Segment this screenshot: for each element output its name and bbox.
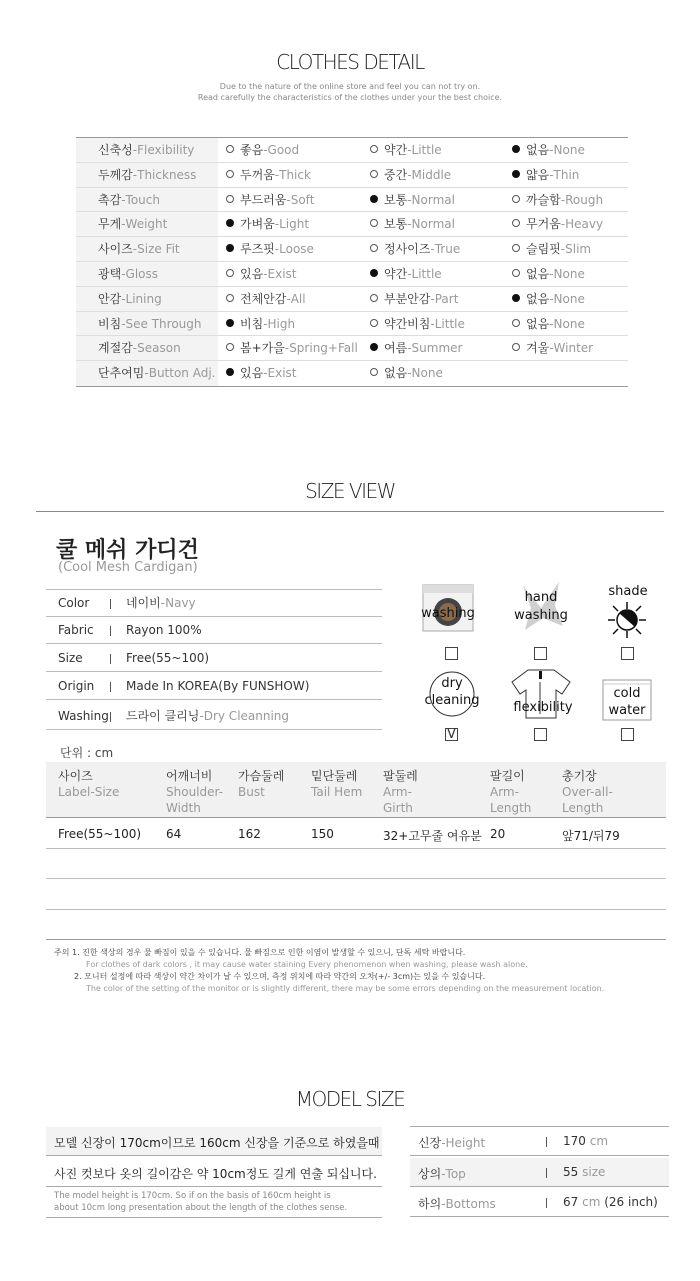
filled-radio-icon: [370, 195, 378, 203]
empty-radio-icon: [226, 170, 234, 178]
model-row-value: 67 cm (26 inch): [563, 1195, 658, 1209]
model-row-separator: [546, 1137, 547, 1147]
detail-option: 있음-Exist: [226, 361, 297, 385]
detail-row-label: 촉감-Touch: [76, 188, 218, 212]
model-desc-1-row: [46, 1127, 382, 1156]
prop-value: Free(55~100): [126, 651, 210, 665]
product-name-en: (Cool Mesh Cardigan): [58, 560, 198, 575]
unit-label: 단위 : cm: [60, 746, 114, 760]
clothes-detail-subtitle-1: Due to the nature of the online store and feel you can not try on.: [219, 82, 481, 91]
prop-label: Color: [58, 596, 90, 610]
detail-row-label: 무게-Weight: [76, 212, 218, 236]
water-label: water: [608, 703, 646, 718]
shade-sun-icon: [606, 600, 648, 640]
empty-radio-icon: [512, 343, 520, 351]
clothes-detail-title: CLOTHES DETAIL: [276, 50, 424, 74]
detail-option: 슬림핏-Slim: [512, 237, 591, 261]
detail-row: [76, 212, 628, 237]
size-view-divider: [36, 511, 664, 512]
size-cell: 64: [166, 827, 182, 841]
prop-separator: [110, 626, 111, 636]
empty-radio-icon: [226, 294, 234, 302]
detail-row: [76, 312, 628, 337]
size-header-cell: 팔둘레 Arm- Girth: [383, 769, 418, 815]
detail-row: [76, 287, 628, 312]
detail-row: [76, 138, 628, 163]
size-table-header: [46, 762, 666, 818]
detail-option: 부분안감-Part: [370, 287, 458, 311]
size-table-row: [46, 819, 666, 849]
filled-radio-icon: [226, 244, 234, 252]
hand-wash-icon: [515, 578, 567, 634]
model-size-title: MODEL SIZE: [295, 1087, 405, 1111]
size-table-row-empty-3: [46, 910, 666, 940]
model-row-separator: [546, 1198, 547, 1208]
size-table-row-empty-2: [46, 880, 666, 910]
size-header-cell: 밑단둘레 Tail Hem: [311, 769, 363, 799]
empty-radio-icon: [370, 319, 378, 327]
detail-row-label: 사이즈-Size Fit: [76, 237, 218, 261]
cold-water-checkbox[interactable]: [621, 728, 634, 741]
detail-option: 얇음-Thin: [512, 163, 579, 187]
detail-option: 두꺼움-Thick: [226, 163, 311, 187]
detail-row-label: 단추여밈-Button Adj.: [76, 361, 218, 386]
hand-label: hand: [524, 590, 558, 605]
model-row-label: 상의-Top: [418, 1167, 466, 1181]
detail-option: 여름-Summer: [370, 336, 462, 360]
note-1-kr: 주의 1. 진한 색상의 경우 물 빠짐이 있을 수 있습니다. 물 빠짐으로 인한 이염이 발생할 수 있으니, 단독 세탁 바랍니다.: [54, 948, 466, 957]
empty-radio-icon: [226, 343, 234, 351]
filled-radio-icon: [370, 269, 378, 277]
detail-option: 없음-None: [512, 138, 585, 162]
empty-radio-icon: [512, 319, 520, 327]
detail-row-label: 광택-Gloss: [76, 262, 218, 286]
filled-radio-icon: [226, 368, 234, 376]
detail-row: [76, 163, 628, 188]
model-size-row: [410, 1188, 669, 1217]
filled-radio-icon: [226, 219, 234, 227]
shade-checkbox[interactable]: [621, 647, 634, 660]
empty-radio-icon: [226, 145, 234, 153]
detail-option: 없음-None: [370, 361, 443, 385]
hand-washing-label: washing: [514, 608, 568, 623]
note-2-kr: 2. 모니터 설정에 따라 색상이 약간 차이가 날 수 있으며, 측정 위치에 따라 약간의 오차(+/- 3cm)는 있을 수 있습니다.: [74, 972, 486, 981]
detail-option: 부드러움-Soft: [226, 188, 314, 212]
size-cell: 32+고무줄 여유분: [383, 829, 482, 843]
prop-value: 네이비-Navy: [126, 596, 196, 610]
detail-option: 보통-Normal: [370, 188, 455, 212]
prop-label: Size: [58, 651, 83, 665]
empty-radio-icon: [226, 195, 234, 203]
detail-option: 있음-Exist: [226, 262, 297, 286]
size-cell: 150: [311, 827, 334, 841]
model-desc-bottom-line: [46, 1217, 382, 1218]
shade-label: shade: [608, 584, 648, 599]
detail-row: [76, 237, 628, 262]
size-cell: Free(55~100): [58, 827, 142, 841]
model-row-separator: [546, 1168, 547, 1178]
detail-row: [76, 361, 628, 386]
empty-radio-icon: [370, 219, 378, 227]
clothes-detail-subtitle-2: Read carefully the characteristics of the clothes under your the best choice.: [197, 93, 503, 102]
model-row-label: 신장-Height: [418, 1136, 486, 1150]
model-desc-1: 모델 신장이 170cm이므로 160cm 신장을 기준으로 하였을때: [54, 1136, 380, 1150]
product-prop-row: [46, 703, 382, 730]
cleaning-label: cleaning: [424, 693, 480, 708]
prop-separator: [110, 654, 111, 664]
product-prop-row: [46, 590, 382, 617]
cold-label: cold: [613, 686, 641, 701]
detail-row-label: 계절감-Season: [76, 336, 218, 360]
size-cell: 20: [490, 827, 506, 841]
size-header-cell: 가슴둘레 Bust: [238, 769, 285, 799]
empty-radio-icon: [226, 269, 234, 277]
prop-label: Origin: [58, 679, 95, 693]
detail-row: [76, 336, 628, 361]
detail-option: 까슬함-Rough: [512, 188, 603, 212]
detail-option: 없음-None: [512, 287, 585, 311]
product-name-kr: 쿨 메쉬 가디건: [56, 538, 199, 563]
size-cell: 162: [238, 827, 261, 841]
size-header-cell: 사이즈 Label-Size: [58, 769, 120, 799]
prop-value: Made In KOREA(By FUNSHOW): [126, 679, 310, 693]
prop-separator: [110, 712, 111, 722]
size-cell: 앞71/뒤79: [562, 829, 620, 843]
detail-row-label: 안감-Lining: [76, 287, 218, 311]
filled-radio-icon: [512, 170, 520, 178]
detail-row-label: 비침-See Through: [76, 312, 218, 336]
detail-option: 보통-Normal: [370, 212, 455, 236]
detail-option: 정사이즈-True: [370, 237, 460, 261]
detail-option: 약간비침-Little: [370, 312, 465, 336]
flexibility-checkbox[interactable]: [534, 728, 547, 741]
prop-label: Washing: [58, 709, 109, 723]
size-header-cell: 총기장 Over-all- Length: [562, 769, 613, 815]
detail-option: 무거움-Heavy: [512, 212, 603, 236]
hand-washing-checkbox[interactable]: [534, 647, 547, 660]
model-desc-2: 사진 컷보다 옷의 길이감은 약 10cm정도 길게 연출 되십니다.: [54, 1167, 377, 1181]
model-row-label: 하의-Bottoms: [418, 1197, 496, 1211]
empty-radio-icon: [512, 244, 520, 252]
empty-radio-icon: [512, 269, 520, 277]
empty-radio-icon: [370, 244, 378, 252]
washing-checkbox[interactable]: [445, 647, 458, 660]
washing-label: washing: [421, 606, 475, 621]
detail-option: 비침-High: [226, 312, 295, 336]
dry-cleaning-checkbox[interactable]: V: [445, 728, 458, 741]
model-size-row: [410, 1158, 669, 1187]
model-desc-2-row: [46, 1158, 382, 1187]
detail-option: 전체안감-All: [226, 287, 306, 311]
model-desc-en-2: about 10cm long presentation about the length of the clothes sense.: [54, 1203, 348, 1213]
flexibility-label: flexibility: [513, 700, 573, 715]
note-1-en: For clothes of dark colors , it may cause water staining Every phenomenon when washing, please wash alone.: [86, 960, 528, 969]
note-2-en: The color of the setting of the monitor or is slightly different, there may be some errors depending on the measurement location.: [86, 984, 605, 993]
model-row-value: 55 size: [563, 1165, 606, 1179]
detail-option: 가벼움-Light: [226, 212, 309, 236]
detail-row-label: 두께감-Thickness: [76, 163, 218, 187]
empty-radio-icon: [370, 170, 378, 178]
product-prop-row: [46, 673, 382, 700]
size-header-cell: 어깨너비 Shoulder- Width: [166, 769, 223, 815]
size-header-cell: 팔길이 Arm- Length: [490, 769, 532, 815]
product-prop-row: [46, 617, 382, 644]
empty-radio-icon: [370, 294, 378, 302]
prop-separator: [110, 682, 111, 692]
prop-label: Fabric: [58, 623, 94, 637]
detail-option: 좋음-Good: [226, 138, 299, 162]
detail-option: 없음-None: [512, 312, 585, 336]
prop-separator: [110, 599, 111, 609]
filled-radio-icon: [370, 343, 378, 351]
product-prop-row: [46, 645, 382, 672]
model-size-row: [410, 1127, 669, 1156]
detail-option: 약간-Little: [370, 138, 442, 162]
detail-option: 약간-Little: [370, 262, 442, 286]
size-table-row-empty-1: [46, 849, 666, 879]
prop-value: 드라이 클리닝-Dry Cleanning: [126, 709, 290, 723]
model-row-value: 170 cm: [563, 1134, 609, 1148]
detail-option: 루즈핏-Loose: [226, 237, 314, 261]
detail-row-label: 신축성-Flexibility: [76, 138, 218, 162]
detail-option: 중간-Middle: [370, 163, 451, 187]
empty-radio-icon: [370, 368, 378, 376]
detail-option: 없음-None: [512, 262, 585, 286]
filled-radio-icon: [512, 145, 520, 153]
size-view-title: SIZE VIEW: [305, 479, 395, 503]
prop-value: Rayon 100%: [126, 623, 202, 637]
detail-row: [76, 262, 628, 287]
empty-radio-icon: [512, 195, 520, 203]
filled-radio-icon: [226, 319, 234, 327]
filled-radio-icon: [512, 294, 520, 302]
dry-label: dry: [441, 676, 463, 691]
detail-row: [76, 188, 628, 213]
detail-option: 겨울-Winter: [512, 336, 593, 360]
clothes-detail-table: [76, 137, 628, 387]
empty-radio-icon: [512, 219, 520, 227]
model-desc-en-1: The model height is 170cm. So if on the basis of 160cm height is: [54, 1191, 331, 1201]
empty-radio-icon: [370, 145, 378, 153]
detail-option: 봄+가을-Spring+Fall: [226, 336, 358, 360]
